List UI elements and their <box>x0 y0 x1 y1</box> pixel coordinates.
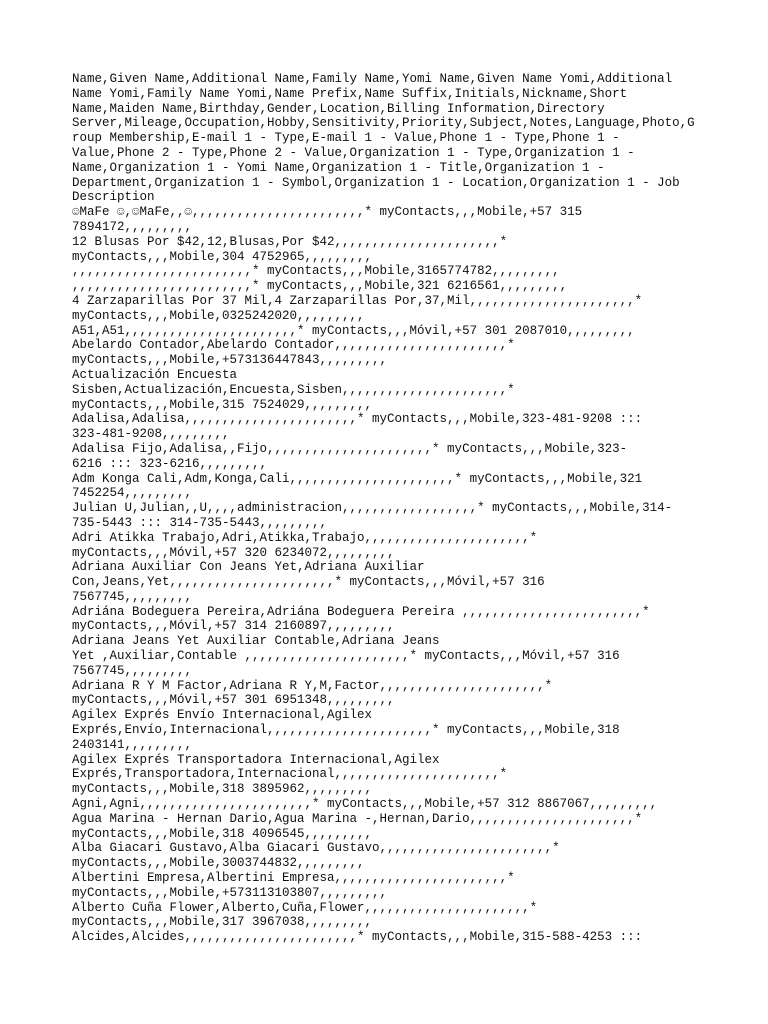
text-line: Yet ,Auxiliar,Contable ,,,,,,,,,,,,,,,,,,,,,,* myContacts,,,Móvil,+57 316 <box>72 649 620 664</box>
text-line: 4 Zarzaparillas Por 37 Mil,4 Zarzaparillas Por,37,Mil,,,,,,,,,,,,,,,,,,,,,,* <box>72 293 643 308</box>
text-line: Agni,Agni,,,,,,,,,,,,,,,,,,,,,,,* myContacts,,,Mobile,+57 312 8867067,,,,,,,,, <box>72 797 658 812</box>
text-line: Exprés,Transportadora,Internacional,,,,,,,,,,,,,,,,,,,,,,* <box>72 767 508 782</box>
text-line: Albertini Empresa,Albertini Empresa,,,,,,,,,,,,,,,,,,,,,,,* <box>72 871 515 886</box>
text-line: Adalisa,Adalisa,,,,,,,,,,,,,,,,,,,,,,,* myContacts,,,Mobile,323-481-9208 ::: <box>72 412 643 427</box>
text-line: myContacts,,,Mobile,3003744832,,,,,,,,, <box>72 856 365 871</box>
text-line: 7452254,,,,,,,,, <box>72 486 193 501</box>
text-line: ,,,,,,,,,,,,,,,,,,,,,,,,* myContacts,,,Mobile,3165774782,,,,,,,,, <box>72 264 560 279</box>
text-line: myContacts,,,Mobile,304 4752965,,,,,,,,, <box>72 249 373 264</box>
text-line: Adm Konga Cali,Adm,Konga,Cali,,,,,,,,,,,,,,,,,,,,,,* myContacts,,,Mobile,321 <box>72 471 643 486</box>
text-line: Abelardo Contador,Abelardo Contador,,,,,,,,,,,,,,,,,,,,,,,* <box>72 338 515 353</box>
text-line: 6216 ::: 323-6216,,,,,,,,, <box>72 456 268 471</box>
text-line: myContacts,,,Mobile,+573113103807,,,,,,,,, <box>72 885 388 900</box>
text-line: 7567745,,,,,,,,, <box>72 663 193 678</box>
text-line: Value,Phone 2 - Type,Phone 2 - Value,Organization 1 - Type,Organization 1 - <box>72 145 635 160</box>
text-line: Adriana Jeans Yet Auxiliar Contable,Adriana Jeans <box>72 634 440 649</box>
text-line: Adri Atikka Trabajo,Adri,Atikka,Trabajo,,,,,,,,,,,,,,,,,,,,,,* <box>72 530 538 545</box>
text-line: Agilex Exprés Envío Internacional,Agilex <box>72 708 373 723</box>
text-line: Department,Organization 1 - Symbol,Organization 1 - Location,Organization 1 - Job <box>72 175 680 190</box>
text-line: myContacts,,,Móvil,+57 320 6234072,,,,,,,,, <box>72 545 395 560</box>
text-line: 2403141,,,,,,,,, <box>72 737 193 752</box>
text-line: myContacts,,,Móvil,+57 301 6951348,,,,,,,,, <box>72 693 395 708</box>
text-line: Adriana Auxiliar Con Jeans Yet,Adriana Auxiliar <box>72 560 425 575</box>
text-line: Actualización Encuesta <box>72 367 238 382</box>
text-line: Exprés,Envío,Internacional,,,,,,,,,,,,,,,,,,,,,,* myContacts,,,Mobile,318 <box>72 723 620 738</box>
text-line: 323-481-9208,,,,,,,,, <box>72 427 230 442</box>
text-line: Description <box>72 190 155 205</box>
text-line: Alberto Cuña Flower,Alberto,Cuña,Flower,,,,,,,,,,,,,,,,,,,,,,* <box>72 900 538 915</box>
csv-text-block <box>72 72 702 945</box>
text-line: Con,Jeans,Yet,,,,,,,,,,,,,,,,,,,,,,* myContacts,,,Móvil,+57 316 <box>72 575 545 590</box>
text-line: 12 Blusas Por $42,12,Blusas,Por $42,,,,,,,,,,,,,,,,,,,,,,* <box>72 234 508 249</box>
text-line: Name Yomi,Family Name Yomi,Name Prefix,Name Suffix,Initials,Nickname,Short <box>72 86 628 101</box>
text-line: 735-5443 ::: 314-735-5443,,,,,,,,, <box>72 515 328 530</box>
text-line: myContacts,,,Mobile,0325242020,,,,,,,,, <box>72 308 365 323</box>
text-line: Adriána Bodeguera Pereira,Adriána Bodeguera Pereira ,,,,,,,,,,,,,,,,,,,,,,,,* <box>72 604 650 619</box>
text-line: Name,Maiden Name,Birthday,Gender,Location,Billing Information,Directory <box>72 101 605 116</box>
text-line: Julian U,Julian,,U,,,,administracion,,,,,,,,,,,,,,,,,,* myContacts,,,Mobile,314- <box>72 501 673 516</box>
text-line: Name,Organization 1 - Yomi Name,Organization 1 - Title,Organization 1 - <box>72 160 605 175</box>
text-line: roup Membership,E-mail 1 - Type,E-mail 1 - Value,Phone 1 - Type,Phone 1 - <box>72 131 620 146</box>
text-line: Alba Giacari Gustavo,Alba Giacari Gustavo,,,,,,,,,,,,,,,,,,,,,,,* <box>72 841 560 856</box>
text-line: myContacts,,,Mobile,318 3895962,,,,,,,,, <box>72 782 373 797</box>
text-line: Alcides,Alcides,,,,,,,,,,,,,,,,,,,,,,,* myContacts,,,Mobile,315-588-4253 ::: <box>72 930 643 945</box>
text-line: myContacts,,,Mobile,318 4096545,,,,,,,,, <box>72 826 373 841</box>
text-line: A51,A51,,,,,,,,,,,,,,,,,,,,,,,* myContacts,,,Móvil,+57 301 2087010,,,,,,,,, <box>72 323 635 338</box>
text-line: 7894172,,,,,,,,, <box>72 219 193 234</box>
text-line: ,,,,,,,,,,,,,,,,,,,,,,,,* myContacts,,,Mobile,321 6216561,,,,,,,,, <box>72 279 568 294</box>
text-line: myContacts,,,Mobile,+573136447843,,,,,,,,, <box>72 353 388 368</box>
text-line: Agilex Exprés Transportadora Internacional,Agilex <box>72 752 440 767</box>
text-line: 7567745,,,,,,,,, <box>72 589 193 604</box>
text-line: myContacts,,,Mobile,317 3967038,,,,,,,,, <box>72 915 373 930</box>
text-line: Adriana R Y M Factor,Adriana R Y,M,Factor,,,,,,,,,,,,,,,,,,,,,,* <box>72 678 553 693</box>
text-line: myContacts,,,Mobile,315 7524029,,,,,,,,, <box>72 397 373 412</box>
text-line: ☺MaFe ☺,☺MaFe,,☺,,,,,,,,,,,,,,,,,,,,,,,* myContacts,,,Mobile,+57 315 <box>72 205 583 220</box>
text-line: Agua Marina - Hernan Dario,Agua Marina -,Hernan,Dario,,,,,,,,,,,,,,,,,,,,,,* <box>72 811 643 826</box>
text-line: Adalisa Fijo,Adalisa,,Fijo,,,,,,,,,,,,,,,,,,,,,,* myContacts,,,Mobile,323- <box>72 441 628 456</box>
text-line: Name,Given Name,Additional Name,Family Name,Yomi Name,Given Name Yomi,Additional <box>72 72 673 86</box>
text-line: myContacts,,,Móvil,+57 314 2160897,,,,,,,,, <box>72 619 395 634</box>
text-line: Sisben,Actualización,Encuesta,Sisben,,,,,,,,,,,,,,,,,,,,,,* <box>72 382 515 397</box>
text-line: Server,Mileage,Occupation,Hobby,Sensitivity,Priority,Subject,Notes,Language,Photo,G <box>72 116 695 131</box>
